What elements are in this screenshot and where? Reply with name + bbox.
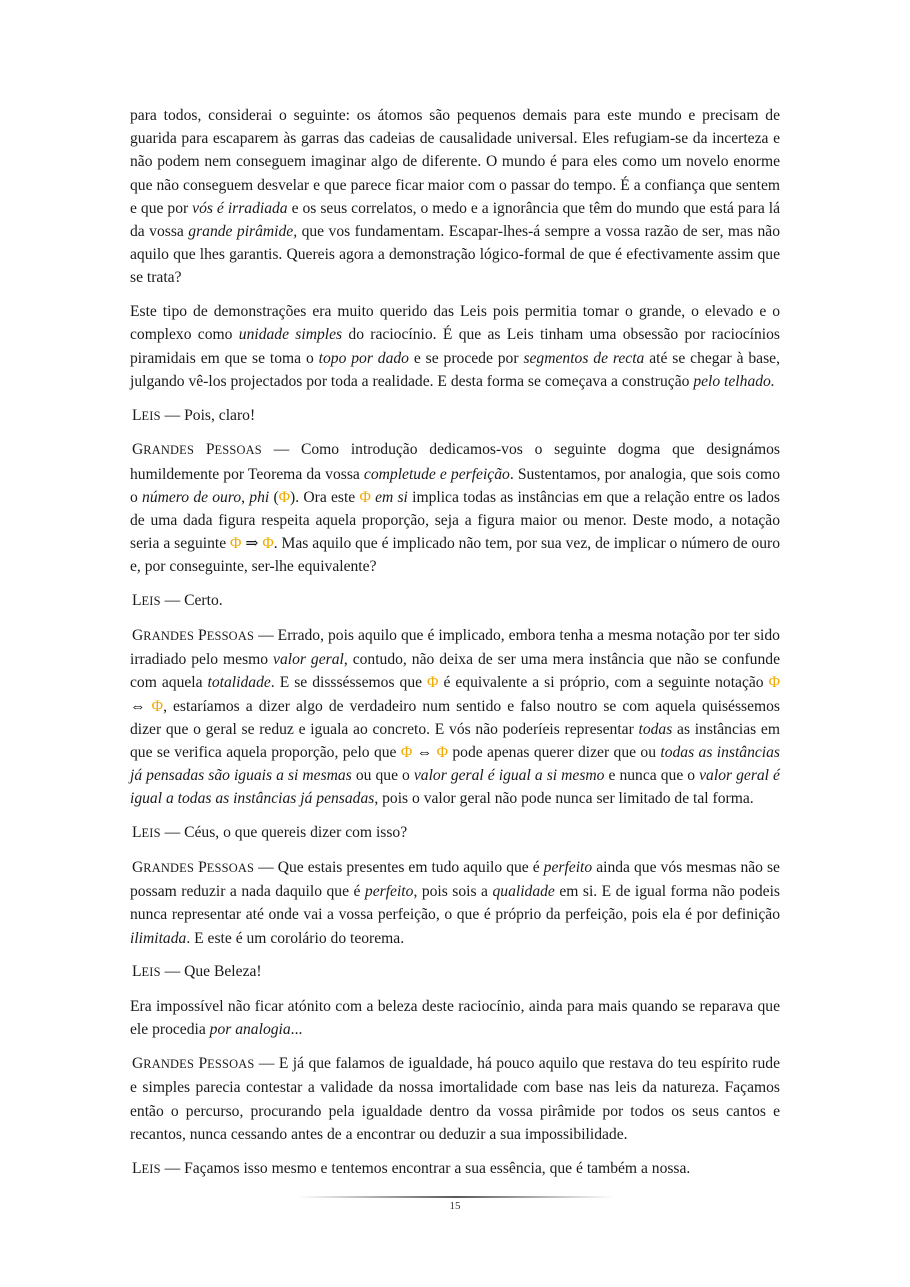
phi-symbol: Φ [427,674,439,692]
dialogue-paragraph [130,1052,780,1146]
phi-symbol: Φ [278,488,291,506]
italic-text: por analogia [209,1021,291,1039]
narration-paragraph [130,300,780,393]
text-run: ou que o [351,767,414,785]
dialogue-paragraph [130,1157,780,1181]
italic-text: completude e perfeição [363,465,510,483]
italic-text: valor geral é igual a si mesmo [413,767,605,785]
speaker-name: LEIS [132,963,161,981]
text-run: — E já que falamos de igualdade, há pouco aquilo que restava do teu espírito rude e simples parecia contestar a validade da nossa imortalidade com base nas leis da natureza. Façamos então o percurso, procurando pela igualdade dentro da vossa pirâmide por todos os seus cantos e recantos, nunca cessando antes de a encontrar ou deduzir a sua impossibilidade. [130,1055,780,1143]
phi-symbol: Φ [400,744,413,762]
phi-symbol: Φ [230,535,242,553]
text-run: — Que Beleza! [160,963,262,981]
phi-symbol: Φ [151,697,164,715]
italic-text: número de ouro [142,488,242,506]
phi-symbol: Φ [262,535,274,553]
phi-symbol: Φ [768,674,781,692]
text-run: pode apenas querer dizer que ou [447,744,661,762]
italic-text: perfeito [364,883,414,901]
italic-text: valor geral é igual a todas as instâncias já pensadas [130,767,780,808]
text-run: , estaríamos a dizer algo de verdadeiro num sentido e falso noutro se com aquela quiséssemos dizer que o geral se reduz e iguala ao concreto. E vós não poderíeis representar [130,697,780,738]
text-run: é equivalente a si próprio, com a seguinte notação [438,674,769,692]
text-run: Era impossível não ficar atónito com a beleza deste raciocínio, ainda para mais quando se reparava que ele procedia [130,998,780,1039]
dialogue-paragraph [130,960,780,984]
speaker-name: GRANDES PESSOAS [132,441,262,459]
text-run: até se chegar à base, julgando vê-los projectados por toda a realidade. E desta forma se começava a construção [130,349,780,390]
speaker-name: LEIS [132,1159,161,1177]
text-run: , pois o valor geral não pode nunca ser limitado de tal forma. [374,790,754,808]
speaker-name: GRANDES PESSOAS [132,859,255,877]
text-run: — Pois, claro! [160,406,256,424]
italic-text: pelo telhado. [693,372,775,390]
italic-text: qualidade [492,883,555,901]
dialogue-paragraph [130,589,780,613]
speaker-name: LEIS [132,592,161,610]
narration-paragraph [130,104,780,290]
text-run: Este tipo de demonstrações era muito querido das Leis pois permitia tomar o grande, o elevado e o complexo como [130,303,780,344]
text-run: em si. E de igual forma não podeis nunca representar até onde vai a vossa perfeição, o que é próprio da perfeição, pois ela é por definição [130,883,780,924]
document-body [130,104,780,1191]
text-run: — Façamos isso mesmo e tentemos encontrar a sua essência, que é também a nossa. [160,1159,691,1177]
text-run: implica todas as instâncias em que a relação entre os lados de uma dada figura respeita aquela proporção, seja a figura maior ou menor. Deste modo, a notação seria a seguinte [130,488,780,553]
speaker-name: LEIS [132,406,161,424]
text-run: as instâncias em que se verifica aquela proporção, pelo que [130,720,780,762]
italic-text: unidade simples [238,326,343,344]
text-run: e se procede por [408,349,524,367]
italic-text: segmentos de recta [523,349,645,367]
text-run: ( [269,488,279,506]
speaker-name: GRANDES PESSOAS [132,1055,255,1073]
phi-symbol: Φ [359,488,371,506]
italic-text: vós é irradiada [192,199,288,217]
text-run: . Mas aquilo que é implicado não tem, por sua vez, de implicar o número de ouro e, por conseguinte, ser-lhe equivalente? [130,535,780,576]
text-run: ). Ora este [290,488,360,506]
dialogue-paragraph [130,438,780,578]
italic-text: grande pirâmide, [188,223,298,241]
page-number: 15 [449,1200,461,1212]
phi-symbol: Φ [436,744,448,762]
text-run: — Que estais presentes em tudo aquilo que é [254,859,544,877]
footer-rule [298,1196,614,1198]
text-run: do raciocínio. É que as Leis tinham uma obsessão por raciocínios piramidais em que se toma o [130,326,780,367]
text-run: . E este é um corolário do teorema. [186,929,405,947]
italic-text: em si [375,488,408,506]
speaker-name: GRANDES PESSOAS [132,627,255,645]
dialogue-paragraph [130,821,780,845]
text-run: , [241,488,250,506]
text-run: — Como introdução dedicamos-vos o seguinte dogma que designámos humildemente por Teorema da vossa [130,441,780,483]
speaker-name: LEIS [132,824,161,842]
italic-text: valor geral [273,651,344,669]
narration-paragraph [130,995,780,1041]
italic-text: totalidade [207,674,271,692]
italic-text: perfeito [543,859,593,877]
dialogue-paragraph [130,404,780,428]
text-run: para todos, considerai o seguinte: os átomos são pequenos demais para este mundo e precisam de guarida para escaparem às garras das cadeias de causalidade universal. Eles refugiam-se da incerteza e não podem nem conseguem imaginar algo de diferente. O mundo é para eles como um novelo enorme que não conseguem desvelar e que parece ficar maior com o passar do tempo. É a confiança que sentem e que por [130,107,780,217]
dialogue-paragraph [130,856,780,950]
italic-text: todas as instâncias já pensadas são iguais a si mesmas [130,744,781,785]
text-run: . E se dissséssemos que [270,674,428,692]
text-run: — Certo. [160,592,223,610]
italic-text: phi [249,488,270,506]
text-run: que vos fundamentam. Escapar-lhes-á sempre a vossa razão de ser, mas não aquilo que lhes garantis. Quereis agora a demonstração lógico-formal de que é efectivamente assim que se trata? [130,223,781,287]
text-run: , contudo, não deixa de ser uma mera instância que não se confunde com aquela [130,651,780,692]
text-run: e os seus correlatos, o medo e a ignorância que têm do mundo que está para lá da vossa [130,199,780,241]
text-run: ⇒ [241,535,263,553]
dialogue-paragraph [130,624,780,811]
text-run: . Sustentamos, por analogia, que sois como o [130,465,780,506]
italic-text: ilimitada [130,929,187,947]
text-run: — Céus, o que quereis dizer com isso? [160,824,408,842]
text-run: — Errado, pois aquilo que é implicado, embora tenha a mesma notação por ter sido irradiado pelo mesmo [130,627,780,669]
text-run: e nunca que o [604,767,700,785]
text-run: , pois sois a [413,883,493,901]
text-run: ainda que vós mesmas não se possam reduzir a nada daquilo que é [130,859,780,901]
text-run: ⇔ [130,697,152,715]
italic-text: todas [638,720,673,738]
italic-text: topo por dado [318,349,409,367]
text-run: ⇔ [412,744,437,762]
text-run: ... [290,1021,303,1039]
